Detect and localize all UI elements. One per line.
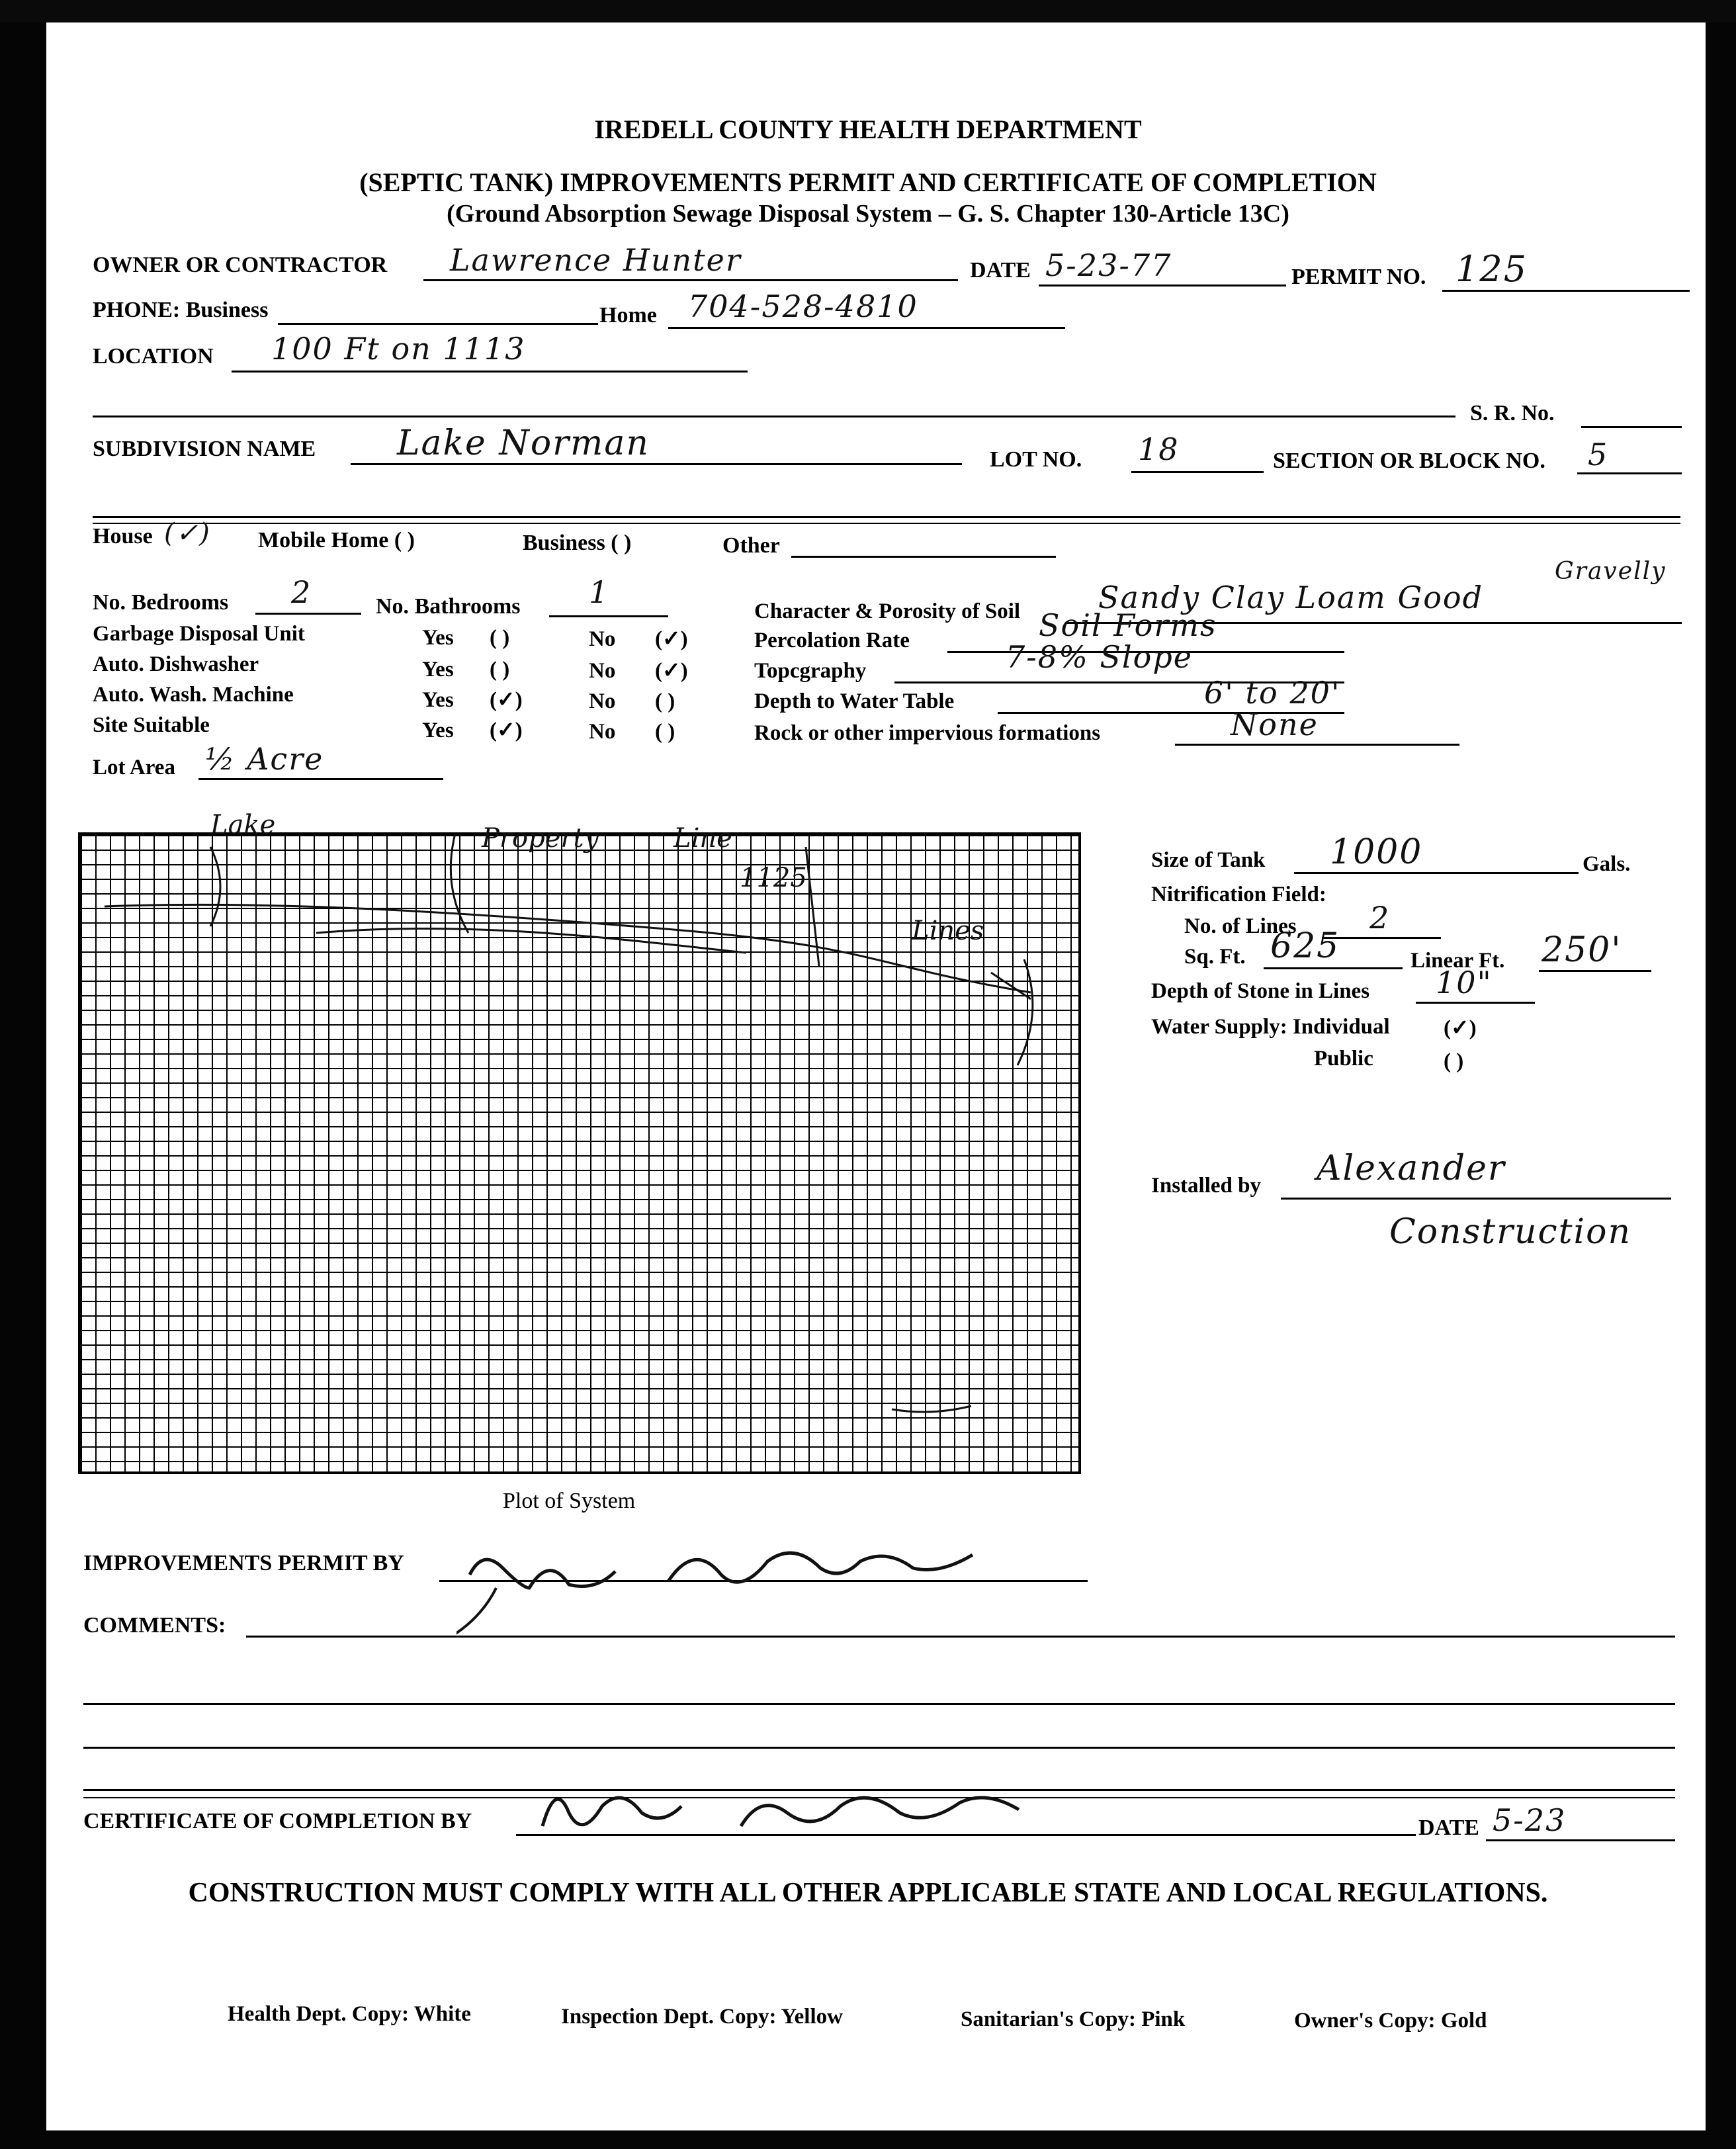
stone-depth-label: Depth of Stone in Lines — [1151, 979, 1370, 1003]
percolation-value[interactable]: Soil Forms — [1039, 607, 1217, 643]
phone-home-label: Home — [599, 303, 657, 328]
bathrooms-label: No. Bathrooms — [376, 594, 521, 619]
phone-business-label: PHONE: Business — [93, 298, 269, 322]
gals-label: Gals. — [1583, 852, 1631, 876]
copy-sanitarian: Sanitarian's Copy: Pink — [961, 2007, 1186, 2031]
house-label: House — [93, 524, 153, 548]
section-value[interactable]: 5 — [1588, 437, 1609, 472]
comments-line-3[interactable] — [83, 1747, 1675, 1749]
department-heading: IREDELL COUNTY HEALTH DEPARTMENT — [594, 114, 1142, 144]
bedrooms-label: No. Bedrooms — [93, 590, 229, 615]
water-supply-label: Water Supply: Individual — [1151, 1015, 1390, 1039]
plot-caption: Plot of System — [503, 1489, 636, 1513]
form-title: (SEPTIC TANK) IMPROVEMENTS PERMIT AND CERTIFICATE OF COMPLETION — [359, 167, 1377, 197]
phone-home-value[interactable]: 704-528-4810 — [688, 288, 918, 324]
plot-note-line: Line — [673, 823, 732, 854]
plot-note-lines: Lines — [912, 916, 984, 946]
subdivision-label: SUBDIVISION NAME — [93, 437, 316, 461]
garbage-yes-checkbox[interactable]: ( ) — [490, 626, 510, 650]
compliance-notice: CONSTRUCTION MUST COMPLY WITH ALL OTHER APPLICABLE STATE AND LOCAL REGULATIONS. — [188, 1878, 1548, 1908]
washer-no-checkbox[interactable]: ( ) — [655, 689, 675, 713]
percolation-label: Percolation Rate — [754, 629, 910, 652]
water-table-label: Depth to Water Table — [754, 689, 955, 713]
lot-area-label: Lot Area — [93, 756, 175, 779]
permit-signature[interactable] — [456, 1535, 1052, 1641]
mobile-home-option[interactable]: Mobile Home ( ) — [258, 528, 415, 552]
rock-value[interactable]: None — [1231, 707, 1319, 742]
comments-line-1[interactable] — [246, 1636, 1675, 1638]
copy-inspection: Inspection Dept. Copy: Yellow — [561, 2005, 843, 2029]
nitrification-label: Nitrification Field: — [1151, 883, 1326, 906]
form-subtitle: (Ground Absorption Sewage Disposal System – G. S. Chapter 130-Article 13C) — [447, 200, 1289, 228]
bathrooms-value[interactable]: 1 — [589, 574, 610, 610]
location-value[interactable]: 100 Ft on 1113 — [271, 331, 526, 367]
sqft-value[interactable]: 625 — [1270, 926, 1340, 966]
water-table-value[interactable]: 6' to 20' — [1204, 675, 1341, 711]
public-checkbox[interactable]: ( ) — [1444, 1049, 1464, 1073]
stone-depth-value[interactable]: 10" — [1436, 965, 1493, 1000]
installed-by-value-line2[interactable]: Construction — [1389, 1212, 1631, 1252]
owner-label: OWNER OR CONTRACTOR — [93, 253, 388, 277]
plot-note-property: Property — [482, 823, 599, 854]
soil-character-value[interactable]: Sandy Clay Loam Good — [1098, 580, 1484, 615]
soil-character-label: Character & Porosity of Soil — [754, 599, 1021, 623]
individual-checkbox[interactable]: (✓) — [1444, 1016, 1477, 1040]
dishwasher-no-label: No — [589, 659, 616, 683]
section-label: SECTION OR BLOCK NO. — [1273, 449, 1545, 473]
tank-size-value[interactable]: 1000 — [1330, 832, 1423, 872]
scan-border-bottom — [0, 2130, 1736, 2149]
topography-value[interactable]: 7-8% Slope — [1006, 639, 1193, 675]
plot-note-lake: Lake — [210, 810, 276, 840]
permit-no-label: PERMIT NO. — [1291, 265, 1426, 289]
certificate-by-label: CERTIFICATE OF COMPLETION BY — [83, 1809, 472, 1833]
linear-ft-value[interactable]: 250' — [1541, 930, 1622, 970]
public-label: Public — [1314, 1047, 1373, 1071]
dishwasher-label: Auto. Dishwasher — [93, 652, 259, 676]
garbage-yes-label: Yes — [422, 626, 454, 650]
other-label: Other — [722, 533, 780, 558]
copy-health: Health Dept. Copy: White — [228, 2002, 471, 2026]
tank-size-label: Size of Tank — [1151, 848, 1266, 872]
permit-by-label: IMPROVEMENTS PERMIT BY — [83, 1551, 404, 1575]
date-label: DATE — [970, 258, 1031, 283]
washer-no-label: No — [589, 689, 616, 713]
location-label: LOCATION — [93, 344, 214, 369]
lot-area-value[interactable]: ½ Acre — [205, 741, 324, 777]
soil-character-note: Gravelly — [1555, 558, 1667, 585]
installed-by-label: Installed by — [1151, 1174, 1261, 1198]
lot-no-value[interactable]: 18 — [1138, 431, 1180, 467]
permit-no-value[interactable]: 125 — [1455, 248, 1528, 290]
comments-line-2[interactable] — [83, 1703, 1675, 1705]
lines-label: No. of Lines — [1184, 914, 1297, 938]
cert-date-value[interactable]: 5-23 — [1493, 1802, 1567, 1838]
linear-ft-label: Linear Ft. — [1410, 949, 1505, 973]
site-yes-checkbox[interactable]: (✓) — [490, 719, 523, 742]
washer-yes-label: Yes — [422, 688, 454, 712]
dishwasher-no-checkbox[interactable]: (✓) — [655, 659, 688, 683]
date-value[interactable]: 5-23-77 — [1045, 247, 1172, 283]
garbage-label: Garbage Disposal Unit — [93, 622, 305, 646]
bedrooms-value[interactable]: 2 — [291, 574, 312, 610]
garbage-no-label: No — [589, 627, 616, 651]
subdivision-value[interactable]: Lake Norman — [397, 423, 650, 463]
copy-owner: Owner's Copy: Gold — [1294, 2009, 1487, 2033]
house-checkbox[interactable]: (✓) — [164, 518, 211, 548]
lines-value[interactable]: 2 — [1369, 900, 1391, 936]
sr-no-label: S. R. No. — [1470, 401, 1555, 425]
topography-label: Topcgraphy — [754, 659, 867, 683]
washer-yes-checkbox[interactable]: (✓) — [490, 688, 523, 712]
washer-label: Auto. Wash. Machine — [93, 683, 294, 707]
site-yes-label: Yes — [422, 719, 454, 742]
rock-label: Rock or other impervious formations — [754, 721, 1101, 745]
site-suitable-label: Site Suitable — [93, 713, 210, 737]
garbage-no-checkbox[interactable]: (✓) — [655, 627, 688, 651]
lot-no-label: LOT NO. — [990, 447, 1082, 472]
business-option[interactable]: Business ( ) — [523, 531, 632, 555]
certificate-signature[interactable] — [529, 1773, 1191, 1846]
installed-by-value[interactable]: Alexander — [1317, 1149, 1506, 1188]
dishwasher-yes-label: Yes — [422, 658, 454, 681]
owner-value[interactable]: Lawrence Hunter — [450, 242, 742, 278]
comments-label: COMMENTS: — [83, 1613, 226, 1638]
scan-border-left — [0, 0, 46, 2149]
scan-border-top — [0, 0, 1736, 22]
scan-border-right — [1706, 0, 1736, 2149]
plot-note-1125: 1125 — [740, 863, 807, 893]
sqft-label: Sq. Ft. — [1184, 945, 1246, 969]
site-no-label: No — [589, 720, 616, 744]
site-no-checkbox[interactable]: ( ) — [655, 720, 675, 744]
dishwasher-yes-checkbox[interactable]: ( ) — [490, 658, 510, 681]
cert-date-label: DATE — [1418, 1816, 1479, 1840]
plot-sketch — [78, 794, 1110, 1482]
